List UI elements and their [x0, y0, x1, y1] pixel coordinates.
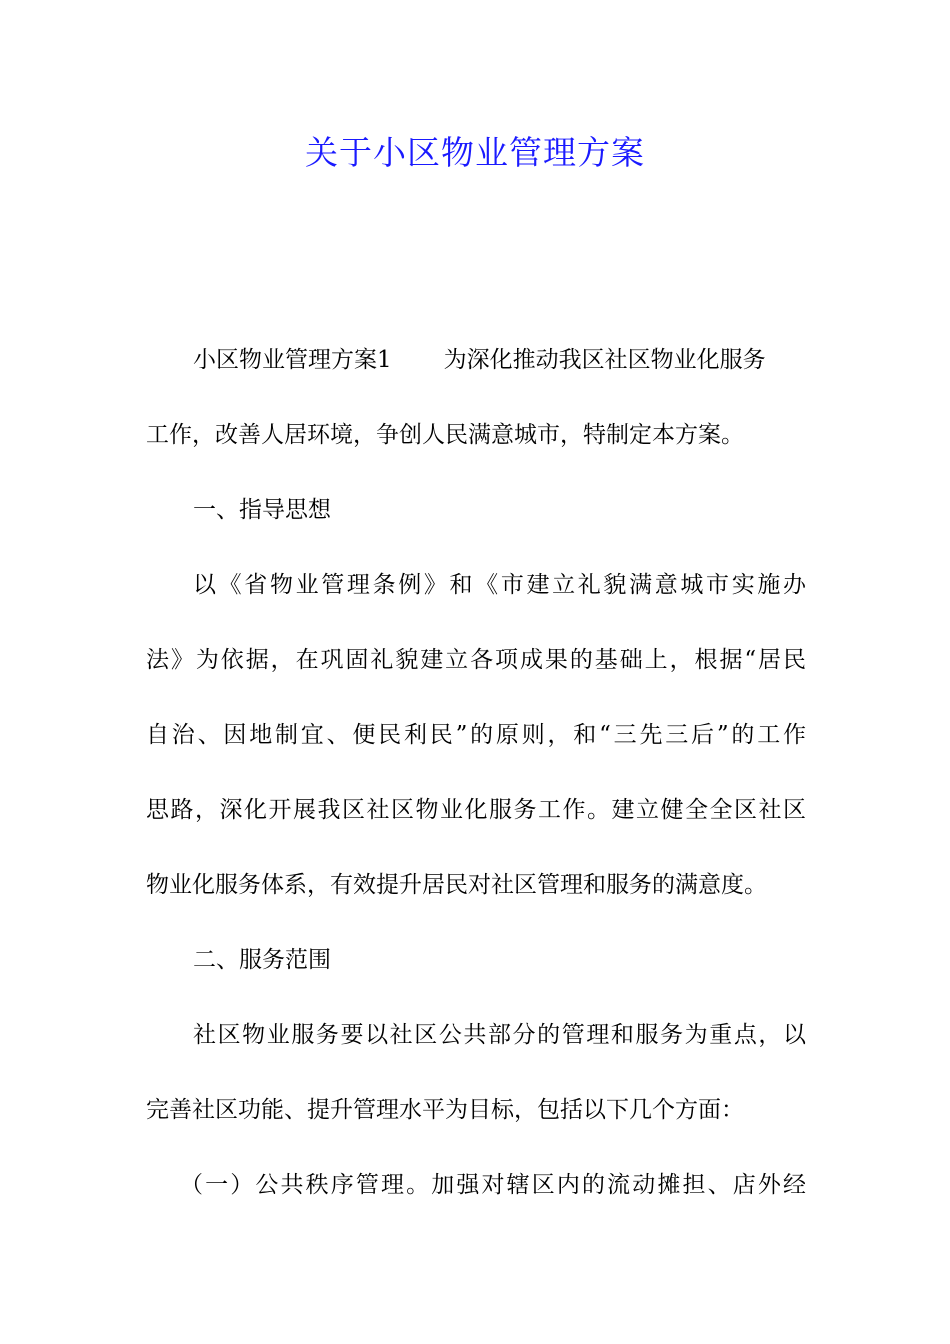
document-title: 关于小区物业管理方案 [305, 133, 645, 172]
paragraph-line-5: 法》为依据，在巩固礼貌建立各项成果的基础上，根据“居民 [146, 647, 806, 673]
paragraph-text: 为深化推动我区社区物业化服务 [443, 347, 766, 373]
paragraph-line-11: 完善社区功能、提升管理水平为目标，包括以下几个方面： [146, 1097, 744, 1123]
paragraph-line-12: （一）公共秩序管理。加强对辖区内的流动摊担、店外经 [180, 1172, 806, 1198]
paragraph-line-7: 思路，深化开展我区社区物业化服务工作。建立健全全区社区 [146, 797, 806, 823]
section-heading-guiding-ideology: 一、指导思想 [193, 497, 331, 523]
paragraph-line-6: 自治、因地制宜、便民利民”的原则，和“三先三后”的工作 [146, 722, 806, 748]
paragraph-line-2: 工作，改善人居环境，争创人民满意城市，特制定本方案。 [146, 422, 744, 448]
paragraph-line-8: 物业化服务体系，有效提升居民对社区管理和服务的满意度。 [146, 872, 767, 898]
paragraph-line-10: 社区物业服务要以社区公共部分的管理和服务为重点，以 [193, 1022, 806, 1048]
paragraph-line-4: 以《省物业管理条例》和《市建立礼貌满意城市实施办 [193, 572, 806, 598]
paragraph-line-1 [193, 343, 806, 377]
plan-heading: 小区物业管理方案1 [193, 347, 392, 373]
section-heading-service-scope: 二、服务范围 [193, 947, 331, 973]
